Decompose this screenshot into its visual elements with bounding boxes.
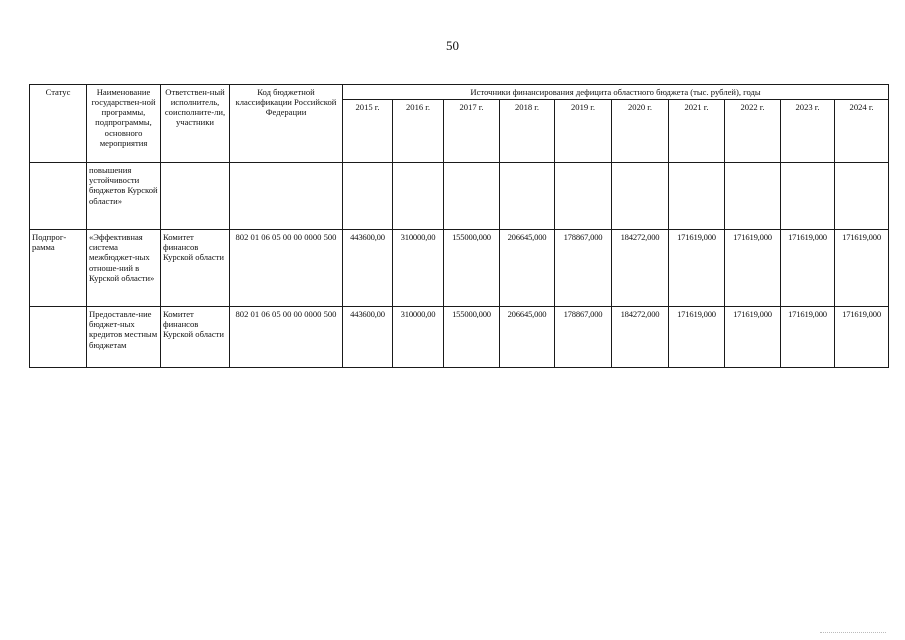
cell-value: 184272,000 [612, 307, 669, 368]
header-program-name: Наименование государствен-ной программы, подпрограммы, основного мероприятия [87, 85, 161, 163]
cell-value [725, 163, 781, 230]
header-year: 2023 г. [781, 100, 835, 163]
financing-table [29, 84, 889, 368]
cell-value: 171619,000 [725, 230, 781, 307]
cell-value [343, 163, 393, 230]
cell-program-name: повышения устойчивости бюджетов Курской области» [87, 163, 161, 230]
header-year: 2018 г. [500, 100, 555, 163]
header-year: 2020 г. [612, 100, 669, 163]
cell-value: 155000,000 [444, 230, 500, 307]
cell-value: 184272,000 [612, 230, 669, 307]
cell-value: 171619,000 [669, 230, 725, 307]
header-financing-sources: Источники финансирования дефицита областного бюджета (тыс. рублей), годы [343, 85, 889, 100]
cell-value: 443600,00 [343, 230, 393, 307]
cell-value [444, 163, 500, 230]
cell-value [835, 163, 889, 230]
cell-value: 171619,000 [781, 230, 835, 307]
header-budget-code: Код бюджетной классификации Российской Федерации [230, 85, 343, 163]
cell-value: 171619,000 [781, 307, 835, 368]
cell-value: 310000,00 [393, 230, 444, 307]
header-executor: Ответствен-ный исполнитель, соисполните-ли, участники [161, 85, 230, 163]
cell-executor: Комитет финансов Курской области [161, 307, 230, 368]
cell-budget-code [230, 163, 343, 230]
cell-value: 171619,000 [835, 230, 889, 307]
cell-value: 443600,00 [343, 307, 393, 368]
cell-status: Подпрог-рамма [30, 230, 87, 307]
cell-value [393, 163, 444, 230]
table-row [30, 307, 889, 368]
cell-budget-code: 802 01 06 05 00 00 0000 500 [230, 230, 343, 307]
cell-value: 206645,000 [500, 230, 555, 307]
header-year: 2017 г. [444, 100, 500, 163]
table-header-row [30, 85, 889, 100]
header-year: 2024 г. [835, 100, 889, 163]
cell-value [669, 163, 725, 230]
cell-value: 171619,000 [725, 307, 781, 368]
page-number: 50 [446, 38, 459, 53]
cell-value [555, 163, 612, 230]
cell-status [30, 307, 87, 368]
cell-value [612, 163, 669, 230]
scan-artifact [820, 632, 886, 634]
header-status: Статус [30, 85, 87, 163]
cell-value: 171619,000 [835, 307, 889, 368]
cell-program-name: «Эффективная система межбюджет-ных отноше-ний в Курской области» [87, 230, 161, 307]
cell-executor: Комитет финансов Курской области [161, 230, 230, 307]
cell-value: 310000,00 [393, 307, 444, 368]
header-year: 2015 г. [343, 100, 393, 163]
cell-program-name: Предоставле-ние бюджет-ных кредитов местным бюджетам [87, 307, 161, 368]
header-year: 2021 г. [669, 100, 725, 163]
table-row [30, 230, 889, 307]
cell-value: 206645,000 [500, 307, 555, 368]
cell-value: 178867,000 [555, 230, 612, 307]
cell-budget-code: 802 01 06 05 00 00 0000 500 [230, 307, 343, 368]
cell-value: 178867,000 [555, 307, 612, 368]
header-year: 2016 г. [393, 100, 444, 163]
header-year: 2019 г. [555, 100, 612, 163]
header-year: 2022 г. [725, 100, 781, 163]
cell-value [781, 163, 835, 230]
cell-executor [161, 163, 230, 230]
cell-value: 155000,000 [444, 307, 500, 368]
cell-status [30, 163, 87, 230]
cell-value [500, 163, 555, 230]
cell-value: 171619,000 [669, 307, 725, 368]
table-row [30, 163, 889, 230]
